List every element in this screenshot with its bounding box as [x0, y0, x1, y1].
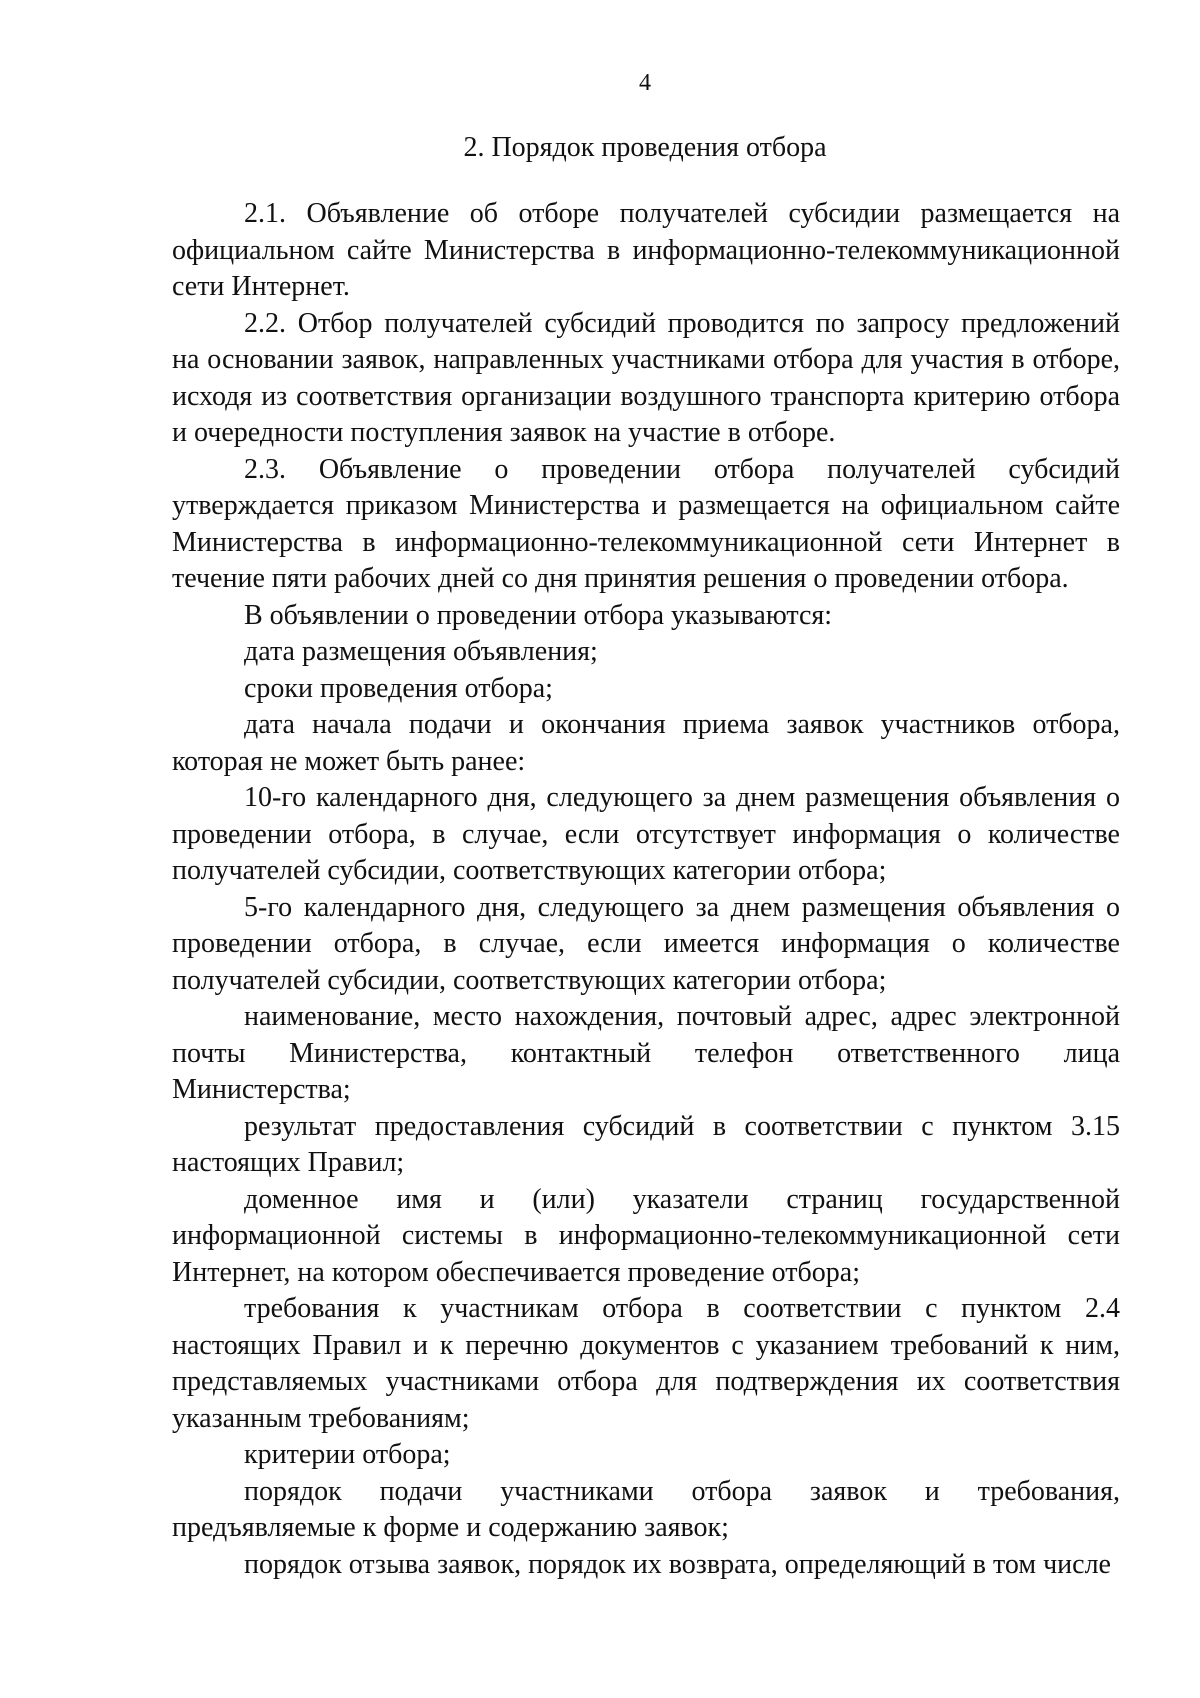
paragraph-2-1: 2.1. Объявление об отборе получателей субсидии размещается на официальном сайте Министерства в информационно-телекоммуникационной сети Интернет. [172, 198, 1120, 302]
announcement-intro: В объявлении о проведении отбора указываются: [244, 599, 833, 631]
list-item: 10-го календарного дня, следующего за днем размещения объявления о проведении отбора, в случае, если отсутствует информация о количестве получателей субсидии, соответствующих категории отбора; [172, 782, 1120, 886]
page-number: 4 [639, 70, 651, 96]
list-item: доменное имя и (или) указатели страниц государственной информационной системы в информационно-телекоммуникационной сети Интернет, на котором обеспечивается проведение отбора; [172, 1183, 1120, 1288]
section-title: 2. Порядок проведения отбора [463, 132, 827, 163]
document-body [172, 196, 1120, 1583]
list-item: дата начала подачи и окончания приема заявок участников отбора, которая не может быть ранее: [172, 709, 1120, 777]
paragraph-2-3: 2.3. Объявление о проведении отбора получателей субсидий утверждается приказом Министерства и размещается на официальном сайте Министерства в информационно-телекоммуникационной сети Интернет в течение пяти рабочих дней со дня принятия решения о проведении отбора. [172, 453, 1120, 594]
list-item: наименование, место нахождения, почтовый адрес, адрес электронной почты Министерства, контактный телефон ответственного лица Министерства; [172, 1001, 1120, 1105]
paragraph-2-2: 2.2. Отбор получателей субсидий проводится по запросу предложений на основании заявок, направленных участниками отбора для участия в отборе, исходя из соответствия организации воздушного транспорта критерию отбора и очередности поступления заявок на участие в отборе. [172, 307, 1120, 448]
list-item: 5-го календарного дня, следующего за днем размещения объявления о проведении отбора, в случае, если имеется информация о количестве получателей субсидии, соответствующих категории отбора; [172, 891, 1120, 996]
list-item: порядок подачи участниками отбора заявок и требования, предъявляемые к форме и содержанию заявок; [172, 1475, 1120, 1543]
list-item: порядок отзыва заявок, порядок их возврата, определяющий в том числе [244, 1548, 1111, 1580]
list-item: сроки проведения отбора; [244, 672, 553, 704]
list-item: требования к участникам отбора в соответствии с пунктом 2.4 настоящих Правил и к перечню документов с указанием требований к ним, представляемых участниками отбора для подтверждения их соответствия указанным требованиям; [172, 1293, 1120, 1434]
list-item: дата размещения объявления; [244, 636, 598, 667]
list-item: результат предоставления субсидий в соответствии с пунктом 3.15 настоящих Правил; [172, 1110, 1120, 1178]
list-item: критерии отбора; [244, 1439, 451, 1470]
